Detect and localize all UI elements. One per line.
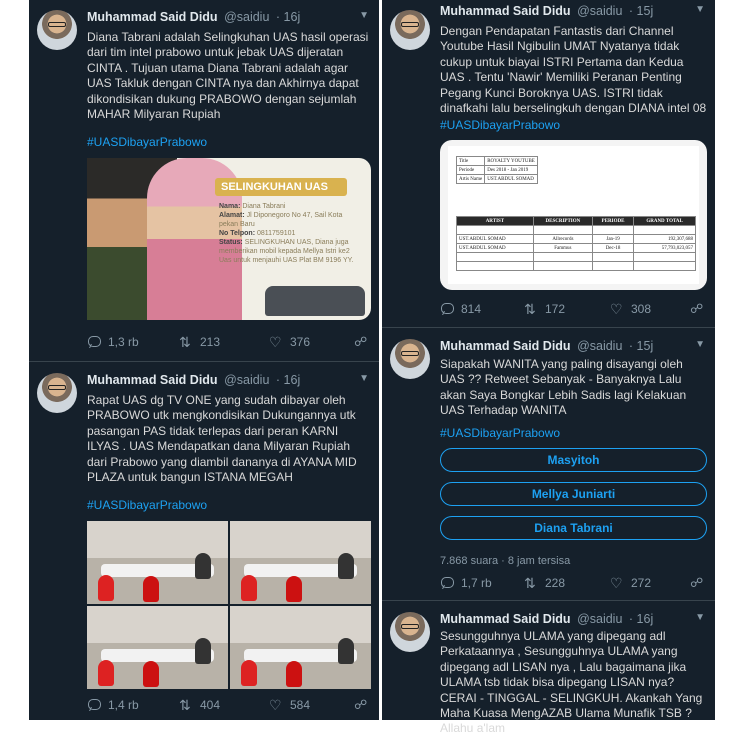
meta-value: UST.ABDUL SOMAD [485, 175, 538, 184]
meeting-photo[interactable] [230, 606, 371, 689]
reply-button[interactable] [87, 698, 139, 712]
meeting-photo[interactable] [230, 521, 371, 604]
card-label: Status: [219, 239, 243, 246]
retweet-icon: ⇅ [524, 301, 536, 317]
card-banner: SELINGKUHAN UAS [215, 178, 347, 196]
hashtag-link[interactable]: #UASDibayarPrabowo [440, 426, 561, 440]
author-handle[interactable]: @saidiu [577, 339, 623, 353]
like-button[interactable] [269, 335, 310, 349]
tweet-time[interactable]: · 16j [628, 612, 654, 626]
author-handle[interactable]: @saidiu [224, 373, 270, 387]
author-handle[interactable]: @saidiu [577, 4, 623, 18]
heart-icon: ♡ [269, 697, 282, 713]
share-icon: ☍ [354, 334, 368, 349]
avatar[interactable] [37, 10, 77, 50]
author-name[interactable]: Muhammad Said Didu [440, 612, 571, 626]
poll-option[interactable]: Mellya Juniarti [440, 482, 707, 506]
chevron-down-icon[interactable]: ▼ [695, 4, 705, 15]
tweet[interactable] [29, 363, 379, 720]
meta-key: Periode [457, 166, 485, 175]
chevron-down-icon[interactable]: ▼ [359, 10, 369, 21]
card-value: Diana Tabrani [242, 203, 286, 210]
tweet[interactable] [382, 329, 715, 601]
avatar[interactable] [390, 339, 430, 379]
tweet-text: Siapakah WANITA yang paling disayangi oleh UAS ?? Retweet Sebanyak - Banyaknya Lalu akan Saya Bongkar Lebih Sadis lagi Kelakuan UAS Terhadap WANITA [440, 357, 687, 418]
share-icon: ☍ [690, 301, 704, 316]
reply-icon [440, 302, 455, 316]
royalty-spreadsheet [448, 146, 699, 284]
reply-count: 1,4 rb [108, 698, 139, 712]
share-icon: ☍ [690, 575, 704, 590]
like-count: 584 [290, 698, 311, 712]
retweet-count: 404 [200, 698, 221, 712]
reply-icon [87, 698, 102, 712]
col-header: PERIODE [592, 217, 633, 226]
retweet-icon: ⇅ [524, 575, 536, 591]
meta-value: Des 2018 - Jan 2019 [485, 166, 538, 175]
reply-button[interactable] [440, 576, 492, 590]
heart-icon: ♡ [610, 575, 623, 591]
retweet-count: 213 [200, 335, 221, 349]
author-name[interactable]: Muhammad Said Didu [87, 10, 218, 24]
table-row: UST.ABDUL SOMAD Allrecords Jan-19 192,307,688 [457, 235, 696, 244]
retweet-button[interactable] [179, 335, 220, 349]
share-button[interactable] [690, 576, 705, 590]
retweet-button[interactable] [179, 698, 220, 712]
heart-icon: ♡ [610, 301, 623, 317]
timeline-left [29, 0, 379, 720]
tweet-actions [87, 335, 369, 353]
tweet-actions [440, 302, 705, 320]
reply-count: 814 [461, 302, 482, 316]
poll-option[interactable]: Masyitoh [440, 448, 707, 472]
retweet-button[interactable] [524, 576, 565, 590]
card-value: Jl Diponegoro No 47, Sail Kota pekan Baru [219, 212, 343, 228]
tweet-image-grid[interactable] [87, 521, 371, 689]
like-button[interactable] [269, 698, 310, 712]
tweet-header [440, 612, 707, 630]
reply-button[interactable] [87, 335, 139, 349]
card-value: SELINGKUHAN UAS, Diana juga memberikan mobil kepada Mellya Istri ke2 Uas untuk menjauhi UAS Plat BM 9196 YY. [219, 239, 354, 264]
timeline-right [382, 0, 715, 736]
tweet-header [87, 10, 371, 28]
author-name[interactable]: Muhammad Said Didu [440, 4, 571, 18]
meta-value: ROYALTY YOUTUBE [485, 157, 538, 166]
card-label: No Telpon: [219, 230, 256, 237]
tweet-header [440, 4, 707, 22]
hashtag-link[interactable]: #UASDibayarPrabowo [87, 135, 208, 149]
tweet[interactable] [382, 602, 715, 736]
reply-count: 1,7 rb [461, 576, 492, 590]
tweet-text: Diana Tabrani adalah Selingkuhan UAS hasil operasi dari tim intel prabowo untuk jebak UAS dijeratan CINTA . Tujuan utama Diana Tabrani adalah agar UAS Takluk dengan CINTA nya dan Akhirnya dapat dikondisikan dukung PRABOWO dengan sejumlah MAHAR Milyaran Rupiah [87, 30, 369, 122]
retweet-icon: ⇅ [179, 334, 191, 350]
reply-count: 1,3 rb [108, 335, 139, 349]
tweet-header [87, 373, 371, 391]
share-button[interactable] [354, 698, 369, 712]
chevron-down-icon[interactable]: ▼ [695, 612, 705, 623]
chevron-down-icon[interactable]: ▼ [695, 339, 705, 350]
reply-icon [440, 576, 455, 590]
chevron-down-icon[interactable]: ▼ [359, 373, 369, 384]
tweet[interactable] [29, 0, 379, 362]
like-count: 272 [631, 576, 652, 590]
tweet[interactable] [382, 0, 715, 328]
share-button[interactable] [690, 302, 705, 316]
meta-key: Artis Name [457, 175, 485, 184]
tweet-actions [87, 698, 369, 716]
retweet-icon: ⇅ [179, 697, 191, 713]
share-button[interactable] [354, 335, 369, 349]
tweet-text: Dengan Pendapatan Fantastis dari Channel Youtube Hasil Ngibulin UMAT Nyatanya tidak cukup untuk biayai ISTRI Pertama dan Kedua UAS . Tentu 'Nawir' Memiliki Peranan Penting Pegang Kunci Boroknya UAS. ISTRI tidak dinafkahi lalu berselingkuh dengan DIANA intel 08 [440, 24, 707, 116]
col-header: GRAND TOTAL [634, 217, 696, 226]
table-row: UST.ABDUL SOMAD Fammus Dec-18 57,793,023,057 [457, 244, 696, 253]
tweet-time[interactable]: · 16j [275, 10, 301, 24]
tweet-text: Sesungguhnya ULAMA yang dipegang adl Perkataannya , Sesungguhnya ULAMA yang dipegang adl LISAN nya , Lalu bagaimana jika ULAMA tsb tidak bisa dipegang LISAN nya? CERAI - TINGGAL - SELINGKUH. Akankah Yang Maha Kuasa MengAZAB Ulama Munafik TSB ? Allahu a'lam [440, 629, 703, 736]
author-name[interactable]: Muhammad Said Didu [87, 373, 218, 387]
like-count: 376 [290, 335, 311, 349]
avatar[interactable] [390, 612, 430, 652]
hashtag-link[interactable]: #UASDibayarPrabowo [87, 498, 208, 512]
meeting-photo[interactable] [87, 606, 228, 689]
avatar[interactable] [390, 10, 430, 50]
hashtag-link[interactable]: #UASDibayarPrabowo [440, 118, 561, 132]
sheet-meta-table [456, 156, 538, 184]
retweet-button[interactable] [524, 302, 565, 316]
card-info [219, 202, 363, 265]
like-count: 308 [631, 302, 652, 316]
card-label: Alamat: [219, 212, 245, 219]
poll-option[interactable]: Diana Tabrani [440, 516, 707, 540]
meeting-photo[interactable] [87, 521, 228, 604]
tweet-image[interactable] [440, 140, 707, 290]
reply-icon [87, 335, 102, 349]
tweet-actions [440, 576, 705, 594]
heart-icon: ♡ [269, 334, 282, 350]
author-handle[interactable]: @saidiu [577, 612, 623, 626]
tweet-time[interactable]: · 15j [628, 4, 654, 18]
car-photo [265, 286, 365, 316]
meta-key: Title [457, 157, 485, 166]
tweet-text: Rapat UAS dg TV ONE yang sudah dibayar oleh PRABOWO utk mengkondisikan Dukungannya utk pasangan PAS tidak terlepas dari peran KARNI ILYAS . UAS Mendapatkan dana Milyaran Rupiah dari Prabowo yang diambil dananya di AYANA MID PLAZA untuk bangun ISTANA MEGAH [87, 393, 357, 485]
retweet-count: 228 [545, 576, 566, 590]
tweet-time[interactable]: · 16j [275, 373, 301, 387]
tweet-time[interactable]: · 15j [628, 339, 654, 353]
poll-meta: 7.868 suara · 8 jam tersisa [440, 555, 571, 567]
share-icon: ☍ [354, 697, 368, 712]
avatar[interactable] [37, 373, 77, 413]
tweet-image[interactable] [87, 158, 371, 320]
author-name[interactable]: Muhammad Said Didu [440, 339, 571, 353]
card-value: 0811759101 [256, 230, 296, 237]
like-button[interactable] [610, 302, 651, 316]
royalty-table [456, 216, 696, 271]
reply-button[interactable] [440, 302, 481, 316]
col-header: DESCRIPTION [533, 217, 592, 226]
author-handle[interactable]: @saidiu [224, 10, 270, 24]
retweet-count: 172 [545, 302, 566, 316]
col-header: ARTIST [457, 217, 534, 226]
card-label: Nama: [219, 203, 241, 210]
tweet-header [440, 339, 707, 357]
like-button[interactable] [610, 576, 651, 590]
